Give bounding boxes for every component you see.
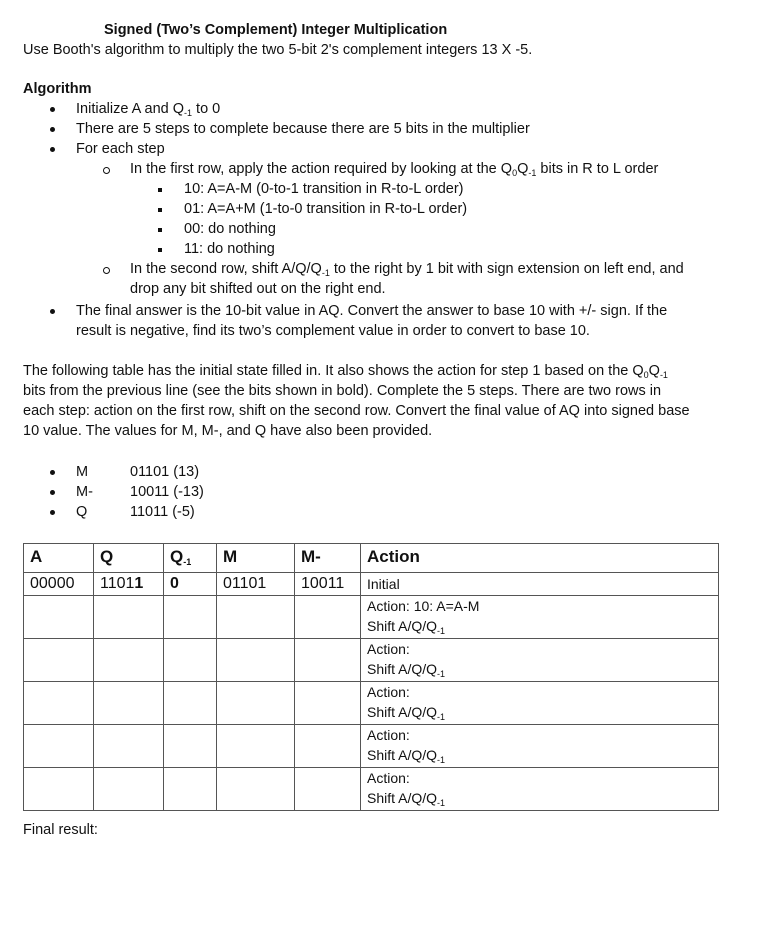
cell-q[interactable]	[94, 682, 164, 725]
bullet-icon	[50, 127, 55, 132]
square-bullet-icon	[158, 228, 162, 232]
cell-q-1[interactable]	[164, 682, 217, 725]
page-title: Signed (Two’s Complement) Integer Multiplication	[104, 22, 448, 38]
bullet-icon	[50, 309, 55, 314]
header-a: A	[24, 544, 94, 573]
header-q: Q	[94, 544, 164, 573]
bullet-icon	[50, 107, 55, 112]
cell-m-minus[interactable]	[295, 596, 361, 639]
cell-a[interactable]	[24, 682, 94, 725]
header-m: M	[217, 544, 295, 573]
square-bullet-icon	[158, 208, 162, 212]
rule-00: 00: do nothing	[184, 221, 276, 237]
cell-a: 00000	[24, 573, 94, 596]
cell-q[interactable]	[94, 639, 164, 682]
cell-m[interactable]	[217, 768, 295, 811]
cell-q: 11011	[94, 573, 164, 596]
cell-q[interactable]	[94, 596, 164, 639]
sub-item-second-row: In the second row, shift $A/Q/Q_{-1}$ to the right by 1 bit with sign extension on left end, and	[130, 261, 684, 278]
cell-m[interactable]	[217, 725, 295, 768]
cell-q[interactable]	[94, 725, 164, 768]
cell-m[interactable]	[217, 639, 295, 682]
cell-q[interactable]	[94, 768, 164, 811]
table-row-step-1	[24, 596, 719, 639]
cell-action: Action: Shift $A/Q/Q_{-1}$	[361, 682, 719, 725]
cell-m[interactable]	[217, 596, 295, 639]
cell-action: Action: Shift $A/Q/Q_{-1}$	[361, 725, 719, 768]
square-bullet-icon	[158, 248, 162, 252]
algorithm-heading: Algorithm	[23, 81, 92, 97]
circle-bullet-icon	[103, 167, 110, 174]
booth-table	[23, 543, 719, 811]
cell-m-minus: 10011	[295, 573, 361, 596]
table-row-initial	[24, 573, 719, 596]
sub-item-second-row-cont: drop any bit shifted out on the right end.	[130, 281, 386, 297]
rule-10: 10: A=A-M (0-to-1 transition in R-to-L order)	[184, 181, 464, 197]
intro-text: Use Booth's algorithm to multiply the two 5-bit 2's complement integers 13 X -5.	[23, 42, 533, 58]
table-row-step-3	[24, 682, 719, 725]
final-result-label: Final result:	[23, 822, 98, 838]
cell-action: Action: Shift $A/Q/Q_{-1}$	[361, 768, 719, 811]
instructions-line-2: bits from the previous line (see the bits shown in bold). Complete the 5 steps. There are two rows in	[23, 383, 662, 399]
value-q: 11011 (-5)	[130, 504, 195, 520]
cell-a[interactable]	[24, 639, 94, 682]
header-m-minus: M-	[295, 544, 361, 573]
algo-item-initialize: Initialize A and $Q_{-1}$ to 0	[76, 101, 221, 118]
header-q-1: Q-1	[164, 544, 217, 573]
square-bullet-icon	[158, 188, 162, 192]
algo-item-final-answer-cont: result is negative, find its two’s complement value in order to convert to base 10.	[76, 323, 590, 339]
cell-m-minus[interactable]	[295, 682, 361, 725]
instructions-line-4: 10 value. The values for M, M-, and Q have also been provided.	[23, 423, 433, 439]
cell-q-1: 0	[164, 573, 217, 596]
algo-item-steps: There are 5 steps to complete because there are 5 bits in the multiplier	[76, 121, 530, 137]
bullet-icon	[50, 490, 55, 495]
rule-11: 11: do nothing	[184, 241, 275, 257]
cell-m-minus[interactable]	[295, 768, 361, 811]
bullet-icon	[50, 470, 55, 475]
cell-m-minus[interactable]	[295, 725, 361, 768]
table-header-row	[24, 544, 719, 573]
circle-bullet-icon	[103, 267, 110, 274]
rule-01: 01: A=A+M (1-to-0 transition in R-to-L order)	[184, 201, 468, 217]
table-row-step-2	[24, 639, 719, 682]
cell-a[interactable]	[24, 596, 94, 639]
algo-item-each-step: For each step	[76, 141, 165, 157]
bullet-icon	[50, 147, 55, 152]
cell-q-1[interactable]	[164, 639, 217, 682]
header-action: Action	[361, 544, 719, 573]
cell-q-1[interactable]	[164, 596, 217, 639]
table-row-step-5	[24, 768, 719, 811]
value-label-m-minus: M-	[76, 484, 93, 500]
instructions-line-3: each step: action on the first row, shift on the second row. Convert the final value of AQ into signed base	[23, 403, 690, 419]
value-label-q: Q	[76, 504, 88, 520]
cell-m-minus[interactable]	[295, 639, 361, 682]
value-m-minus: 10011 (-13)	[130, 484, 204, 500]
cell-m: 01101	[217, 573, 295, 596]
cell-m[interactable]	[217, 682, 295, 725]
table-row-step-4	[24, 725, 719, 768]
algo-item-final-answer: The final answer is the 10-bit value in AQ. Convert the answer to base 10 with +/- sign. If the	[76, 303, 668, 319]
cell-q-1[interactable]	[164, 768, 217, 811]
cell-a[interactable]	[24, 768, 94, 811]
sub-item-first-row: In the first row, apply the action required by looking at the $Q_0Q_{-1}$ bits in R to L order	[130, 161, 659, 178]
cell-q-1[interactable]	[164, 725, 217, 768]
value-m: 01101 (13)	[130, 464, 200, 480]
value-label-m: M	[76, 464, 89, 480]
instructions-line-1: The following table has the initial state filled in. It also shows the action for step 1 based on the $Q_0Q_{-1}$	[23, 363, 668, 380]
cell-action: Action: Shift $A/Q/Q_{-1}$	[361, 639, 719, 682]
cell-a[interactable]	[24, 725, 94, 768]
bullet-icon	[50, 510, 55, 515]
cell-action: Initial	[361, 573, 719, 596]
cell-action: Action: 10: A=A-M Shift $A/Q/Q_{-1}$	[361, 596, 719, 639]
